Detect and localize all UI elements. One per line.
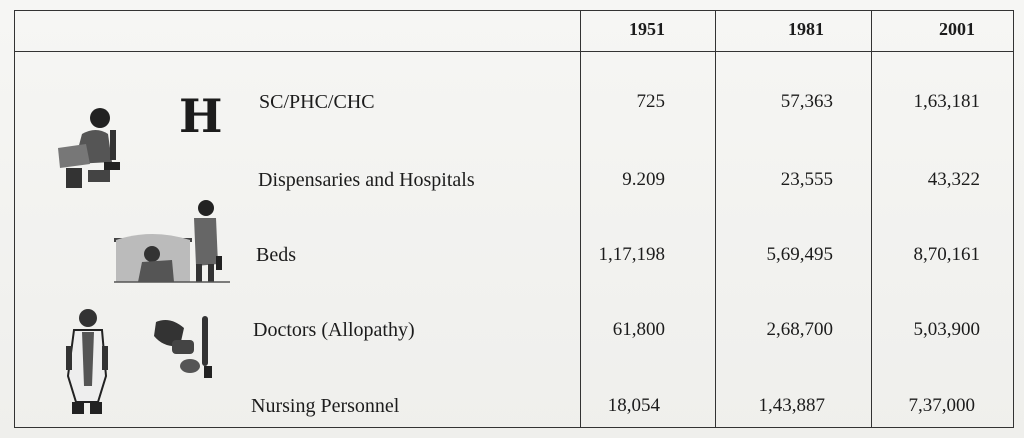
value-2001: 5,03,900 (913, 319, 980, 340)
row-label: Beds (256, 244, 296, 266)
patient-in-bed-icon (112, 198, 232, 286)
value-1951: 1,17,198 (598, 244, 665, 265)
value-1951: 18,054 (607, 395, 660, 416)
column-divider (715, 11, 716, 427)
value-2001: 8,70,161 (913, 244, 980, 265)
row-label: Doctors (Allopathy) (253, 319, 415, 341)
value-1981: 57,363 (780, 91, 833, 112)
table-row (15, 91, 1013, 131)
value-1951: 725 (636, 91, 665, 112)
value-2001: 43,322 (927, 169, 980, 190)
value-1981: 2,68,700 (766, 319, 833, 340)
table-row (15, 395, 1013, 435)
row-label: Nursing Personnel (251, 395, 400, 417)
medical-instruments-icon (150, 312, 222, 382)
value-2001: 7,37,000 (908, 395, 975, 416)
value-2001: 1,63,181 (913, 91, 980, 112)
header-year-1951: 1951 (629, 19, 665, 39)
value-1981: 5,69,495 (766, 244, 833, 265)
value-1951: 9.209 (622, 169, 665, 190)
row-label: SC/PHC/CHC (259, 91, 375, 113)
column-divider (580, 11, 581, 427)
header-divider (15, 51, 1013, 52)
doctor-with-microscope-icon (52, 104, 124, 190)
row-label: Dispensaries and Hospitals (258, 169, 475, 191)
header-year-2001: 2001 (939, 19, 975, 39)
value-1981: 1,43,887 (758, 395, 825, 416)
column-divider (871, 11, 872, 427)
hospital-h-logo: H (179, 89, 223, 143)
value-1981: 23,555 (780, 169, 833, 190)
header-year-1981: 1981 (788, 19, 824, 39)
value-1951: 61,800 (612, 319, 665, 340)
doctor-standing-icon (58, 306, 114, 418)
